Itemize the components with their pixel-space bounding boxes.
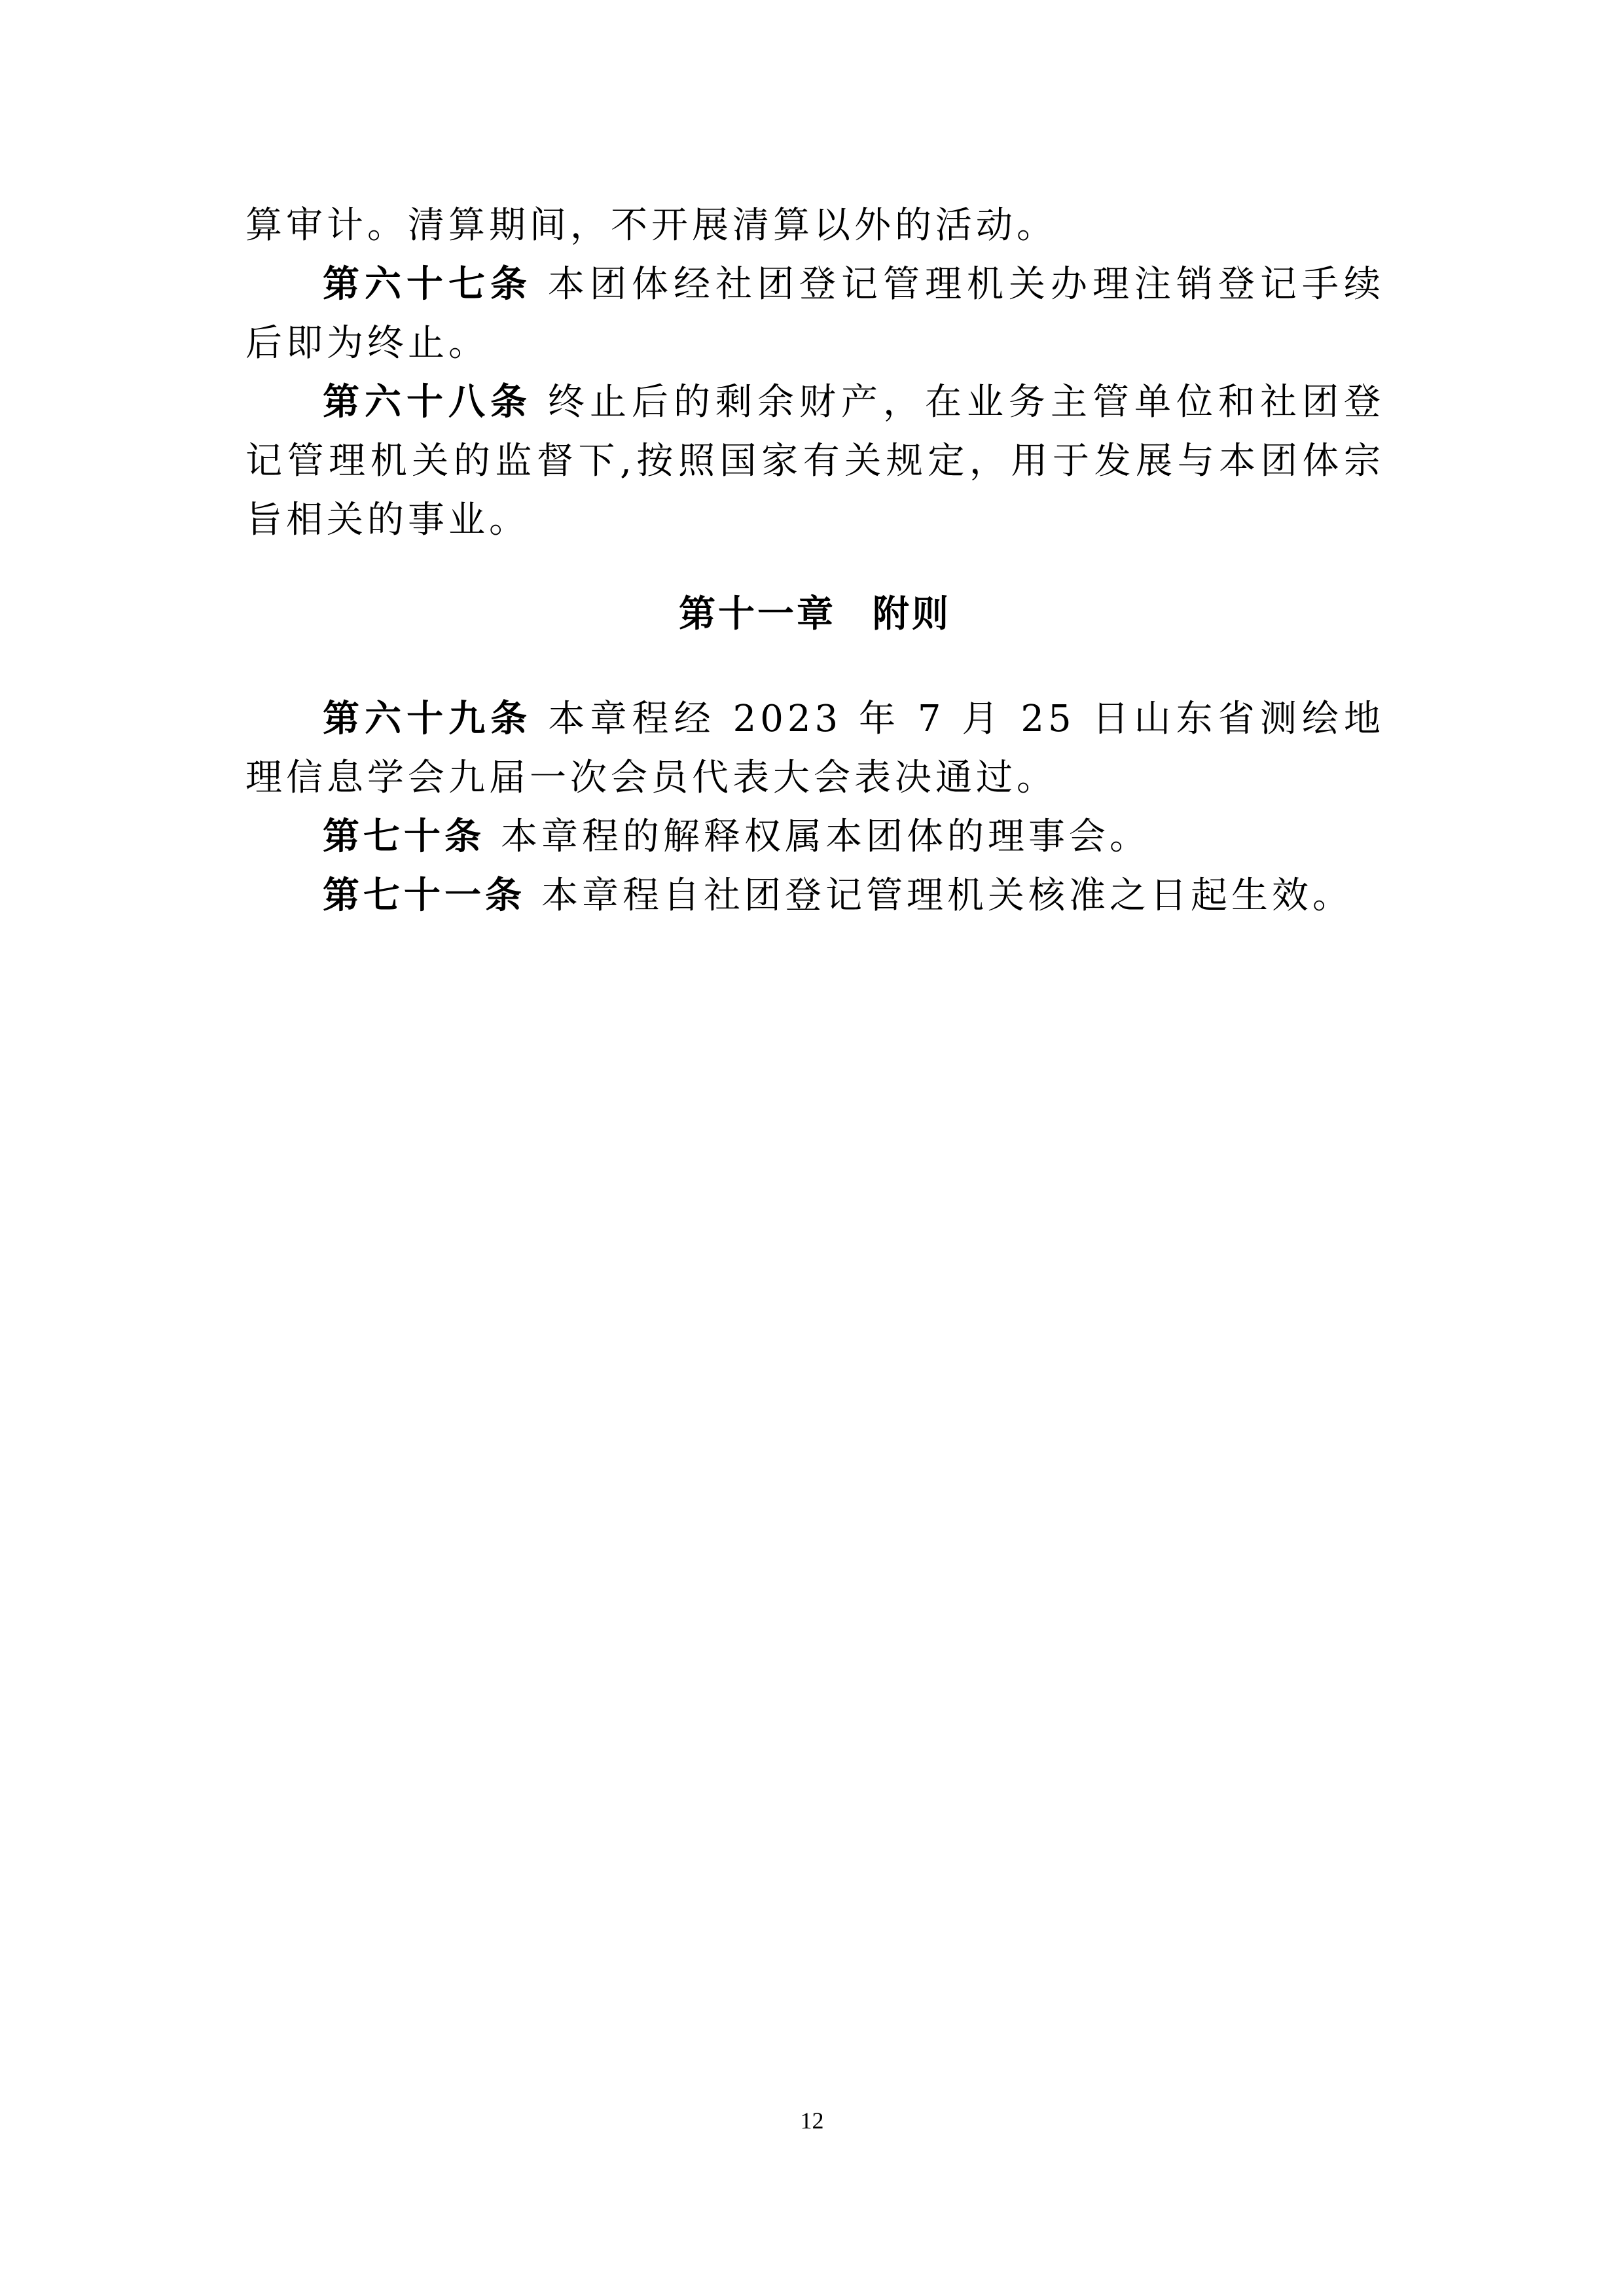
- page-number: 12: [800, 2108, 824, 2134]
- article-text: 本章程的解释权属本团体的理事会。: [501, 816, 1150, 858]
- article-text: 本章程经 2023 年 7 月 25 日山东省测绘地理信息学会九届一次会员代表大会表决通过。: [245, 698, 1384, 799]
- article-label: 第六十八条: [323, 381, 532, 423]
- article-68: [245, 373, 1384, 550]
- article-70: [245, 808, 1384, 867]
- article-text: 本团体经社团登记管理机关办理注销登记手续后即为终止。: [245, 263, 1384, 365]
- article-67: [245, 255, 1384, 373]
- continuation-paragraph: 算审计。清算期间，不开展清算以外的活动。: [245, 204, 1057, 247]
- article-69: [245, 690, 1384, 808]
- article-label: 第六十七条: [323, 263, 532, 306]
- chapter-number: 第十一章: [679, 593, 836, 636]
- article-label: 第七十一条: [323, 874, 526, 917]
- chapter-title: 附则: [873, 593, 951, 636]
- article-label: 第六十九条: [323, 698, 533, 740]
- article-text: 终止后的剩余财产，在业务主管单位和社团登记管理机关的监督下,按照国家有关规定，用于发展与本团体宗旨相关的事业。: [245, 381, 1384, 541]
- article-text: 本章程自社团登记管理机关核准之日起生效。: [541, 874, 1353, 917]
- article-label: 第七十条: [323, 816, 485, 858]
- document-body: [245, 196, 1384, 925]
- article-71: [245, 867, 1384, 925]
- chapter-heading: [245, 585, 1384, 644]
